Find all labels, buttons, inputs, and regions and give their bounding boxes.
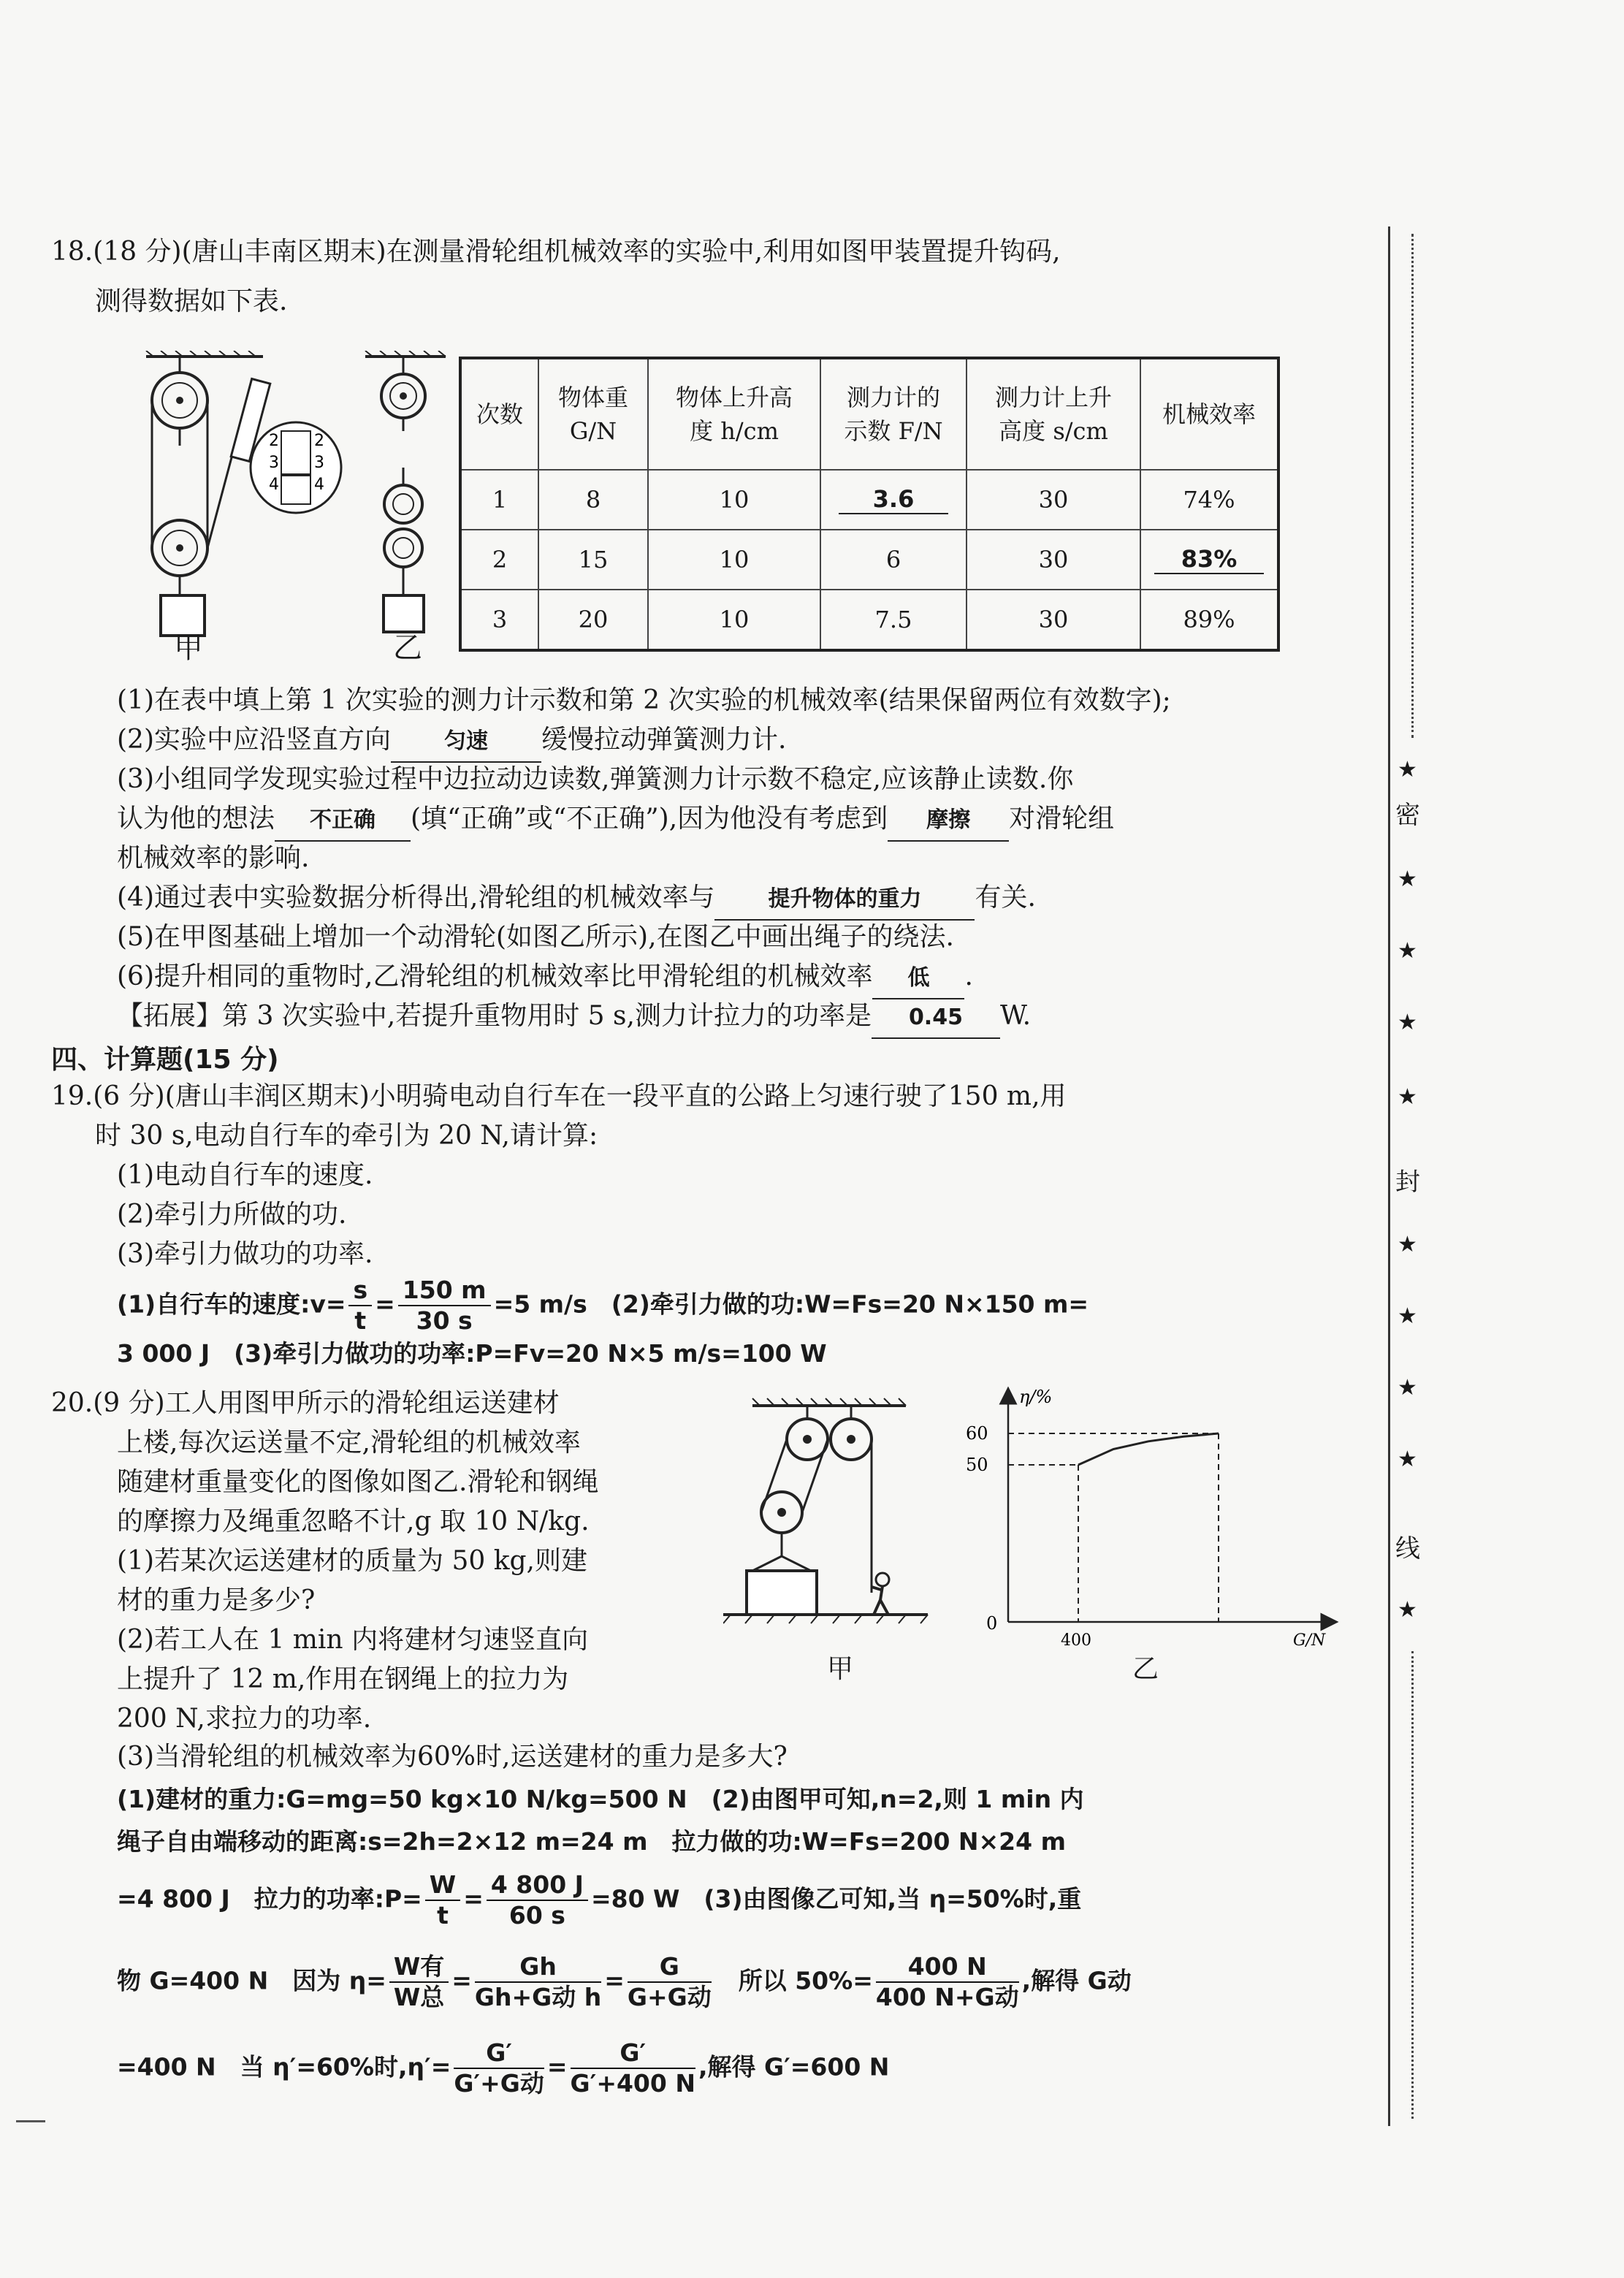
q18-p3-line3: 机械效率的影响. [117,843,310,873]
q18-figure-b-label: 乙 [393,631,422,665]
table-cell: 1 [460,470,538,530]
side-dotted-line-top [1411,234,1414,738]
fraction [876,1952,1019,2012]
q18-line1: 18.(18 分)(唐山丰南区期末)在测量滑轮组机械效率的实验中,利用如图甲装置提升钩码, [51,237,1061,267]
table-row [460,470,1278,530]
answer-text: =400 N 当 η′=60%时,η′= [117,2052,451,2081]
svg-text:4: 4 [269,476,279,494]
q18-p3-text: 认为他的想法 [117,804,275,834]
table-cell: 15 [538,530,648,590]
th-distance: 测力计上升 高度 s/cm [967,358,1140,470]
svg-text:4: 4 [314,476,324,494]
q18-p6-text: (6)提升相同的重物时,乙滑轮组的机械效率比甲滑轮组的机械效率 [117,961,873,991]
denominator: W总 [393,1983,445,2011]
svg-text:3: 3 [314,454,324,472]
q20-answer-line4: 物 G=400 N 因为 η= $\frac{\text{W有}}{\text{W总}}$ = $\frac{Gh}{\text{Gh+G动 h}}$ = $\frac{G}{\text{G+G动}}$ 所以 50%= $\frac{400 N}{\text{400 N+G动}}$ ,解得 G动 [117,1952,1132,2011]
q18-figure-b [358,351,453,658]
table-cell: 10 [648,530,820,590]
answer-blank: 低 [872,959,964,999]
table-cell: 30 [967,530,1140,590]
q18-p6 [117,957,973,999]
table-cell: 74% [1140,470,1278,530]
q19-line1: 19.(6 分)(唐山丰润区期末)小明骑电动自行车在一段平直的公路上匀速行驶了150 m,用 [51,1081,1067,1111]
q18-extension-text: W. [999,1001,1032,1031]
side-char-mi: 密 [1395,801,1420,830]
fraction [475,1952,601,2012]
q19-answer-line2: 3 000 J (3)牵引力做功的功率:P=Fv=20 N×5 m/s=100 W [117,1339,827,1368]
table-cell: 30 [967,470,1140,530]
q18-p3-text: 对滑轮组 [1009,804,1115,834]
q18-p4-text: (4)通过表中实验数据分析得出,滑轮组的机械效率与 [117,883,715,913]
q20-l2: 上楼,每次运送量不定,滑轮组的机械效率 [117,1428,581,1458]
q18-p4 [117,878,1036,921]
chart-y-tick-60: 60 [966,1423,988,1444]
table-row [460,590,1278,650]
star-icon: ★ [1398,1597,1417,1623]
star-icon: ★ [1398,1447,1417,1472]
fraction [487,1870,588,1930]
bottom-left-mark [16,2120,45,2122]
q20-answer-line5: =400 N 当 η′=60%时,η′= $\frac{G'}{\text{G′+G动}}$ = $\frac{G'}{G'+400 N}$ ,解得 G′=600 N [117,2038,890,2098]
answer-text: ,解得 G动 [1021,1966,1132,1995]
fraction [389,1952,449,2012]
fraction [398,1276,491,1336]
th-count: 次数 [460,358,538,470]
q20-l3: 随建材重量变化的图像如图乙.滑轮和钢绳 [117,1467,599,1497]
table-cell: 10 [648,590,820,650]
denominator: G+G动 [627,1983,712,2011]
denominator: t [354,1306,367,1335]
side-char-feng: 封 [1395,1167,1420,1197]
side-solid-line [1388,226,1390,2126]
chart-y-tick-50: 50 [966,1455,988,1475]
q18-p2-text-b: 缓慢拉动弹簧测力计. [541,725,787,755]
table-cell: 8 [538,470,648,530]
star-icon: ★ [1398,1232,1417,1257]
answer-blank-efficiency: 83% [1154,545,1264,574]
q18-p3-line1: (3)小组同学发现实验过程中边拉动边读数,弹簧测力计示数不稳定,应该静止读数.你 [117,764,1074,794]
answer-blank: 提升物体的重力 [714,880,975,921]
q18-p6-text: . [964,961,973,991]
svg-text:2: 2 [269,432,279,450]
denominator: 400 N+G动 [875,1983,1019,2011]
numerator: G′ [571,2038,695,2069]
q20-answer-line1: (1)建材的重力:G=mg=50 kg×10 N/kg=500 N (2)由图甲可知,n=2,则 1 min 内 [117,1785,1084,1813]
numerator: 150 m [398,1276,491,1306]
answer-text: = [375,1290,395,1319]
q18-figure-a [139,351,358,672]
section-title: 四、计算题(15 分) [51,1045,279,1075]
q20-answer-line2: 绳子自由端移动的距离:s=2h=2×12 m=24 m 拉力做的功:W=Fs=200 N×24 m [117,1827,1066,1856]
q18-p4-text: 有关. [975,883,1036,913]
side-dotted-line-bottom [1411,1651,1414,2119]
answer-text: =4 800 J 拉力的功率:P= [117,1884,422,1913]
star-icon: ★ [1398,1303,1417,1329]
q20-l1: 20.(9 分)工人用图甲所示的滑轮组运送建材 [51,1388,560,1418]
answer-blank: 0.45 [872,998,1000,1039]
answer-text: 物 G=400 N 因为 η= [117,1966,386,1995]
svg-text:2: 2 [314,432,324,450]
q18-p3-text: (填“正确”或“不正确”),因为他没有考虑到 [411,804,888,834]
star-icon: ★ [1398,1084,1417,1110]
numerator: W [425,1870,460,1901]
th-height: 物体上升高 度 h/cm [648,358,820,470]
answer-blank: 匀速 [391,722,541,763]
q20-efficiency-chart [950,1381,1344,1658]
q18-p3-line2 [117,799,1114,842]
denominator: G′+G动 [454,2069,544,2098]
numerator: G′ [454,2038,544,2069]
star-icon: ★ [1398,1010,1417,1035]
numerator: 400 N [876,1952,1019,1983]
numerator: Gh [475,1952,601,1983]
fraction [571,2038,695,2098]
table-cell: 7.5 [820,590,967,650]
answer-blank: 不正确 [275,801,411,842]
numerator: G [628,1952,712,1983]
table-cell: 3 [460,590,538,650]
table-cell: 10 [648,470,820,530]
answer-blank: 摩擦 [888,801,1009,842]
star-icon: ★ [1398,938,1417,964]
star-icon: ★ [1398,866,1417,892]
table-cell: 89% [1140,590,1278,650]
fraction [454,2038,544,2098]
answer-text: 所以 50%= [738,1966,873,1995]
q19-s3: (3)牵引力做功的功率. [117,1239,373,1269]
q18-line2: 测得数据如下表. [95,286,288,316]
q20-l5: (1)若某次运送建材的质量为 50 kg,则建 [117,1546,587,1576]
answer-text: (1)自行车的速度:v= [117,1290,346,1319]
chart-x-tick-400: 400 [1061,1631,1091,1650]
q20-l6: 材的重力是多少? [117,1585,316,1615]
table-cell: 2 [460,530,538,590]
chart-series-line [1078,1433,1219,1465]
numerator: W有 [389,1952,449,1983]
table-cell-answer [820,470,967,530]
star-icon: ★ [1398,757,1417,782]
q18-figure-a-label: 甲 [174,631,203,665]
answer-text: ,解得 G′=600 N [698,2052,890,2081]
q18-p2-text-a: (2)实验中应沿竖直方向 [117,725,391,755]
denominator: 60 s [508,1901,565,1930]
chart-xlabel: G/N [1293,1631,1326,1650]
q18-p5: (5)在甲图基础上增加一个动滑轮(如图乙所示),在图乙中画出绳子的绕法. [117,922,954,952]
answer-text: = [463,1884,484,1913]
fraction [628,1952,712,2012]
table-cell: 6 [820,530,967,590]
q20-l4: 的摩擦力及绳重忽略不计,g 取 10 N/kg. [117,1506,590,1536]
fraction [348,1276,372,1336]
numerator: s [348,1276,372,1306]
th-force: 测力计的 示数 F/N [820,358,967,470]
table-cell: 20 [538,590,648,650]
chart-ylabel: η/% [1019,1387,1053,1407]
chart-origin-tick: 0 [986,1613,998,1634]
th-weight: 物体重 G/N [538,358,648,470]
denominator: t [437,1901,449,1930]
th-efficiency: 机械效率 [1140,358,1278,470]
q19-s1: (1)电动自行车的速度. [117,1160,373,1190]
q18-data-table [459,357,1280,652]
denominator: Gh+G动 h [474,1983,602,2011]
numerator: 4 800 J [487,1870,588,1901]
q20-l7: (2)若工人在 1 min 内将建材匀速竖直向 [117,1625,589,1655]
denominator: G′+400 N [570,2069,695,2098]
fraction [425,1870,460,1930]
table-cell-answer [1140,530,1278,590]
star-icon: ★ [1398,1375,1417,1401]
q19-answer-line1 [117,1276,1089,1336]
svg-text:3: 3 [269,454,279,472]
q18-extension-text: 【拓展】第 3 次实验中,若提升重物用时 5 s,测力计拉力的功率是 [117,1001,872,1031]
answer-blank-force: 3.6 [839,485,948,514]
table-cell: 30 [967,590,1140,650]
table-row [460,530,1278,590]
answer-text: =5 m/s (2)牵引力做的功:W=Fs=20 N×150 m= [493,1290,1089,1319]
side-char-xian: 线 [1395,1534,1420,1563]
q20-figure-b-label: 乙 [1132,1654,1159,1684]
q18-extension [117,997,1031,1039]
q20-answer-line3 [117,1870,1081,1930]
q18-p1: (1)在表中填上第 1 次实验的测力计示数和第 2 次实验的机械效率(结果保留两位有效数字); [117,685,1171,715]
q20-l8: 上提升了 12 m,作用在钢绳上的拉力为 [117,1664,569,1694]
q20-figure-a [723,1395,942,1637]
q20-l10: (3)当滑轮组的机械效率为60%时,运送建材的重力是多大? [117,1742,788,1772]
answer-text: =80 W (3)由图像乙可知,当 η=50%时,重 [590,1884,1082,1913]
q18-p2 [117,720,786,763]
q20-l9: 200 N,求拉力的功率. [117,1704,372,1734]
q20-figure-a-label: 甲 [827,1654,854,1684]
q19-line2: 时 30 s,电动自行车的牵引为 20 N,请计算: [95,1121,598,1151]
denominator: 30 s [416,1306,473,1335]
q19-s2: (2)牵引力所做的功. [117,1200,347,1230]
